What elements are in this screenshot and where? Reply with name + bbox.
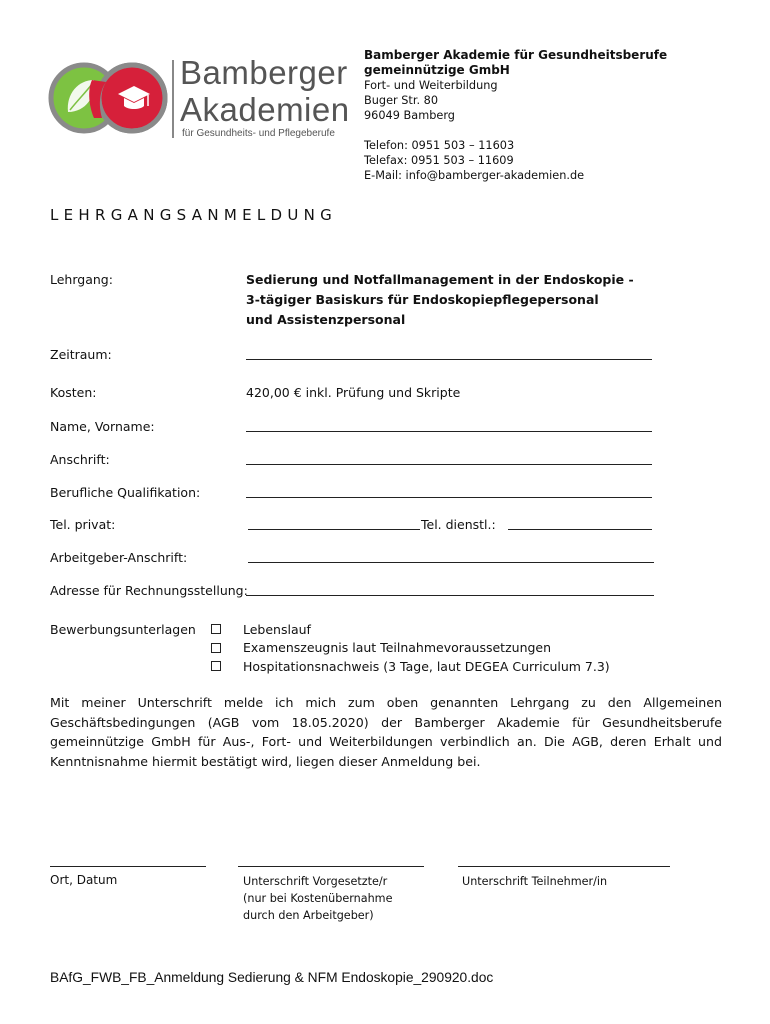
employer-field[interactable] [248, 562, 654, 563]
logo-word-bamberger: Bamberger [180, 54, 348, 91]
participant-signature-line[interactable] [458, 866, 670, 867]
name-field[interactable] [246, 431, 652, 432]
supervisor-signature-line[interactable] [238, 866, 424, 867]
logo-word-akademien: Akademien [180, 91, 350, 128]
period-label: Zeitraum: [50, 347, 112, 362]
address-field[interactable] [246, 464, 652, 465]
logo-divider [172, 60, 174, 138]
checkbox-internship[interactable] [211, 661, 221, 671]
cost-value: 420,00 € inkl. Prüfung und Skripte [246, 385, 461, 400]
phone-private-label: Tel. privat: [50, 517, 116, 532]
checkbox-certificate[interactable] [211, 643, 221, 653]
address-label: Anschrift: [50, 452, 110, 467]
supervisor-label-line1: Unterschrift Vorgesetzte/r [243, 875, 388, 888]
employer-label: Arbeitgeber-Anschrift: [50, 550, 188, 565]
address-block [364, 48, 667, 183]
checkbox-cv-label: Lebenslauf [243, 622, 311, 637]
document-filename: BAfG_FWB_FB_Anmeldung Sedierung & NFM Endoskopie_290920.doc [50, 970, 494, 985]
email: E-Mail: info@bamberger-akademien.de [364, 169, 585, 182]
department: Fort- und Weiterbildung [364, 79, 498, 92]
course-label: Lehrgang: [50, 272, 113, 287]
org-name-line1: Bamberger Akademie für Gesundheitsberufe [364, 48, 668, 62]
phone-work-field[interactable] [508, 529, 652, 530]
fax: Telefax: 0951 503 – 11609 [364, 154, 514, 167]
cost-label: Kosten: [50, 385, 97, 400]
course-line-1: Sedierung und Notfallmanagement in der Endoskopie - [246, 272, 634, 287]
documents-label: Bewerbungsunterlagen [50, 622, 196, 637]
course-value [246, 270, 634, 330]
city: 96049 Bamberg [364, 109, 455, 122]
phone-work-label: Tel. dienstl.: [421, 517, 496, 532]
academy-logo [48, 58, 170, 142]
qualification-label: Berufliche Qualifikation: [50, 485, 201, 500]
billing-field[interactable] [246, 595, 654, 596]
place-date-line[interactable] [50, 866, 206, 867]
participant-signature-label: Unterschrift Teilnehmer/in [462, 875, 608, 888]
logo-tagline: für Gesundheits- und Pflegeberufe [182, 128, 335, 139]
billing-label: Adresse für Rechnungsstellung: [50, 583, 248, 598]
org-name-line2: gemeinnützige GmbH [364, 63, 510, 77]
place-date-label: Ort, Datum [50, 873, 118, 887]
period-field[interactable] [246, 359, 652, 360]
supervisor-signature-label [243, 873, 392, 924]
supervisor-label-line2: (nur bei Kostenübernahme [243, 892, 393, 905]
supervisor-label-line3: durch den Arbeitgeber) [243, 909, 374, 922]
checkbox-cv[interactable] [211, 624, 221, 634]
phone-private-field[interactable] [248, 529, 420, 530]
checkbox-internship-label: Hospitationsnachweis (3 Tage, laut DEGEA Curriculum 7.3) [243, 659, 610, 674]
page-title: LEHRGANGSANMELDUNG [50, 206, 338, 224]
course-line-2: 3-tägiger Basiskurs für Endoskopiepflegepersonal [246, 292, 599, 307]
phone: Telefon: 0951 503 – 11603 [364, 139, 515, 152]
qualification-field[interactable] [246, 497, 652, 498]
name-label: Name, Vorname: [50, 419, 155, 434]
street: Buger Str. 80 [364, 94, 439, 107]
declaration-paragraph: Mit meiner Unterschrift melde ich mich zum oben genannten Lehrgang zu den Allgemeinen Geschäftsbedingungen (AGB vom 18.05.2020) der Bamberger Akademie für Gesundheitsberufe gemeinnützige GmbH für Aus-, Fort- und Weiterbildungen verbindlich an. Die AGB, deren Erhalt und Kenntnisnahme hiermit bestätigt wird, liegen dieser Anmeldung bei. [50, 695, 722, 769]
logo-mark [48, 58, 170, 138]
checkbox-certificate-label: Examenszeugnis laut Teilnahmevoraussetzungen [243, 640, 552, 655]
course-line-3: und Assistenzpersonal [246, 312, 406, 327]
